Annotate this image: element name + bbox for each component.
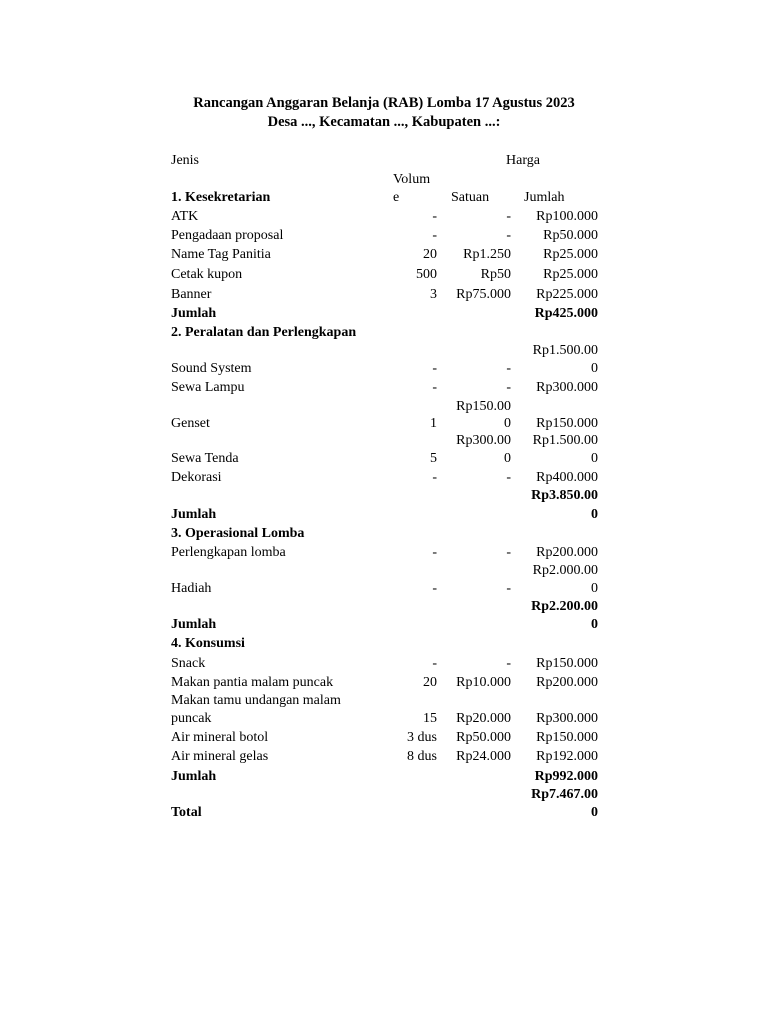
item-satuan: - xyxy=(506,470,511,485)
item-volume: 5 xyxy=(430,451,437,466)
item-volume: 15 xyxy=(423,711,437,726)
item-jumlah: Rp200.000 xyxy=(536,675,598,690)
item-jumlah: Rp300.000 xyxy=(536,711,598,726)
subtotal-value: Rp2.200.00 xyxy=(531,599,598,614)
item-satuan: - xyxy=(506,380,511,395)
item-jumlah-wrap: 0 xyxy=(591,361,598,376)
item-satuan: Rp24.000 xyxy=(456,749,511,764)
item-name: ATK xyxy=(171,209,199,224)
item-name: Cetak kupon xyxy=(171,267,243,282)
item-jumlah: Rp100.000 xyxy=(536,209,598,224)
item-jumlah: Rp150.000 xyxy=(536,416,598,431)
header-harga: Harga xyxy=(506,153,540,168)
header-volume: Volum xyxy=(393,172,431,187)
item-name: Pengadaan proposal xyxy=(171,228,284,243)
subtotal-label: Jumlah xyxy=(171,306,217,321)
item-jumlah: Rp1.500.00 xyxy=(532,343,598,358)
section-title: 2. Peralatan dan Perlengkapan xyxy=(171,325,357,340)
section-title: 1. Kesekretarian xyxy=(171,190,271,205)
item-volume: - xyxy=(432,361,437,376)
item-name: Air mineral gelas xyxy=(171,749,269,764)
item-jumlah: Rp25.000 xyxy=(543,267,598,282)
item-satuan-wrap: 0 xyxy=(504,416,511,431)
item-jumlah: Rp225.000 xyxy=(536,287,598,302)
subtotal-value: Rp992.000 xyxy=(534,769,598,784)
item-jumlah: Rp200.000 xyxy=(536,545,598,560)
item-satuan: - xyxy=(506,581,511,596)
subtotal-value: Rp3.850.00 xyxy=(531,488,598,503)
item-name: Snack xyxy=(171,656,206,671)
header-volume-wrap: e xyxy=(393,190,400,205)
item-name: Makan tamu undangan malam xyxy=(171,693,341,708)
item-satuan: Rp75.000 xyxy=(456,287,511,302)
item-name: Hadiah xyxy=(171,581,212,596)
item-name: Perlengkapan lomba xyxy=(171,545,286,560)
item-satuan: Rp150.00 xyxy=(456,399,511,414)
item-jumlah: Rp25.000 xyxy=(543,247,598,262)
item-volume: - xyxy=(432,228,437,243)
item-jumlah: Rp192.000 xyxy=(536,749,598,764)
item-name: Sewa Lampu xyxy=(171,380,245,395)
item-volume: - xyxy=(432,470,437,485)
subtotal-value-wrap: 0 xyxy=(591,507,598,522)
item-satuan: Rp1.250 xyxy=(463,247,511,262)
item-volume: - xyxy=(432,545,437,560)
item-satuan: - xyxy=(506,656,511,671)
item-volume: 20 xyxy=(423,247,437,262)
item-volume: - xyxy=(432,209,437,224)
item-volume: 3 dus xyxy=(407,730,437,745)
item-satuan-wrap: 0 xyxy=(504,451,511,466)
item-satuan: Rp10.000 xyxy=(456,675,511,690)
grand-total-label: Total xyxy=(171,805,202,820)
header-satuan: Satuan xyxy=(451,190,490,205)
item-jumlah: Rp150.000 xyxy=(536,656,598,671)
item-volume: - xyxy=(432,581,437,596)
subtotal-value: Rp425.000 xyxy=(534,306,598,321)
item-volume: 1 xyxy=(430,416,437,431)
item-name: Air mineral botol xyxy=(171,730,269,745)
item-volume: 3 xyxy=(430,287,437,302)
document-title: Rancangan Anggaran Belanja (RAB) Lomba 17 Agustus 2023 xyxy=(193,95,575,111)
item-volume: 500 xyxy=(416,267,437,282)
subtotal-label: Jumlah xyxy=(171,769,217,784)
item-satuan: - xyxy=(506,228,511,243)
item-volume: - xyxy=(432,380,437,395)
item-satuan: Rp50.000 xyxy=(456,730,511,745)
grand-total-value: Rp7.467.00 xyxy=(531,787,598,802)
subtotal-label: Jumlah xyxy=(171,617,217,632)
item-name-wrap: puncak xyxy=(171,711,212,726)
item-jumlah: Rp400.000 xyxy=(536,470,598,485)
item-jumlah: Rp300.000 xyxy=(536,380,598,395)
item-jumlah: Rp150.000 xyxy=(536,730,598,745)
item-satuan: - xyxy=(506,361,511,376)
item-satuan: Rp20.000 xyxy=(456,711,511,726)
section-title: 3. Operasional Lomba xyxy=(171,526,305,541)
item-name: Makan pantia malam puncak xyxy=(171,675,334,690)
subtotal-label: Jumlah xyxy=(171,507,217,522)
item-volume: 20 xyxy=(423,675,437,690)
header-jumlah: Jumlah xyxy=(524,190,565,205)
item-volume: - xyxy=(432,656,437,671)
item-jumlah: Rp50.000 xyxy=(543,228,598,243)
header-jenis: Jenis xyxy=(171,153,199,168)
item-name: Dekorasi xyxy=(171,470,222,485)
item-jumlah: Rp1.500.00 xyxy=(532,433,598,448)
item-satuan: - xyxy=(506,209,511,224)
item-name: Genset xyxy=(171,416,210,431)
subtotal-value-wrap: 0 xyxy=(591,617,598,632)
item-name: Sewa Tenda xyxy=(171,451,239,466)
document-subtitle: Desa ..., Kecamatan ..., Kabupaten ...: xyxy=(267,114,501,130)
item-satuan: Rp50 xyxy=(480,267,511,282)
item-name: Name Tag Panitia xyxy=(171,247,271,262)
item-name: Banner xyxy=(171,287,212,302)
item-name: Sound System xyxy=(171,361,252,376)
item-jumlah-wrap: 0 xyxy=(591,451,598,466)
item-satuan: - xyxy=(506,545,511,560)
grand-total-value-wrap: 0 xyxy=(591,805,598,820)
item-satuan: Rp300.00 xyxy=(456,433,511,448)
item-jumlah: Rp2.000.00 xyxy=(532,563,598,578)
section-title: 4. Konsumsi xyxy=(171,636,245,651)
item-volume: 8 dus xyxy=(407,749,437,764)
item-jumlah-wrap: 0 xyxy=(591,581,598,596)
